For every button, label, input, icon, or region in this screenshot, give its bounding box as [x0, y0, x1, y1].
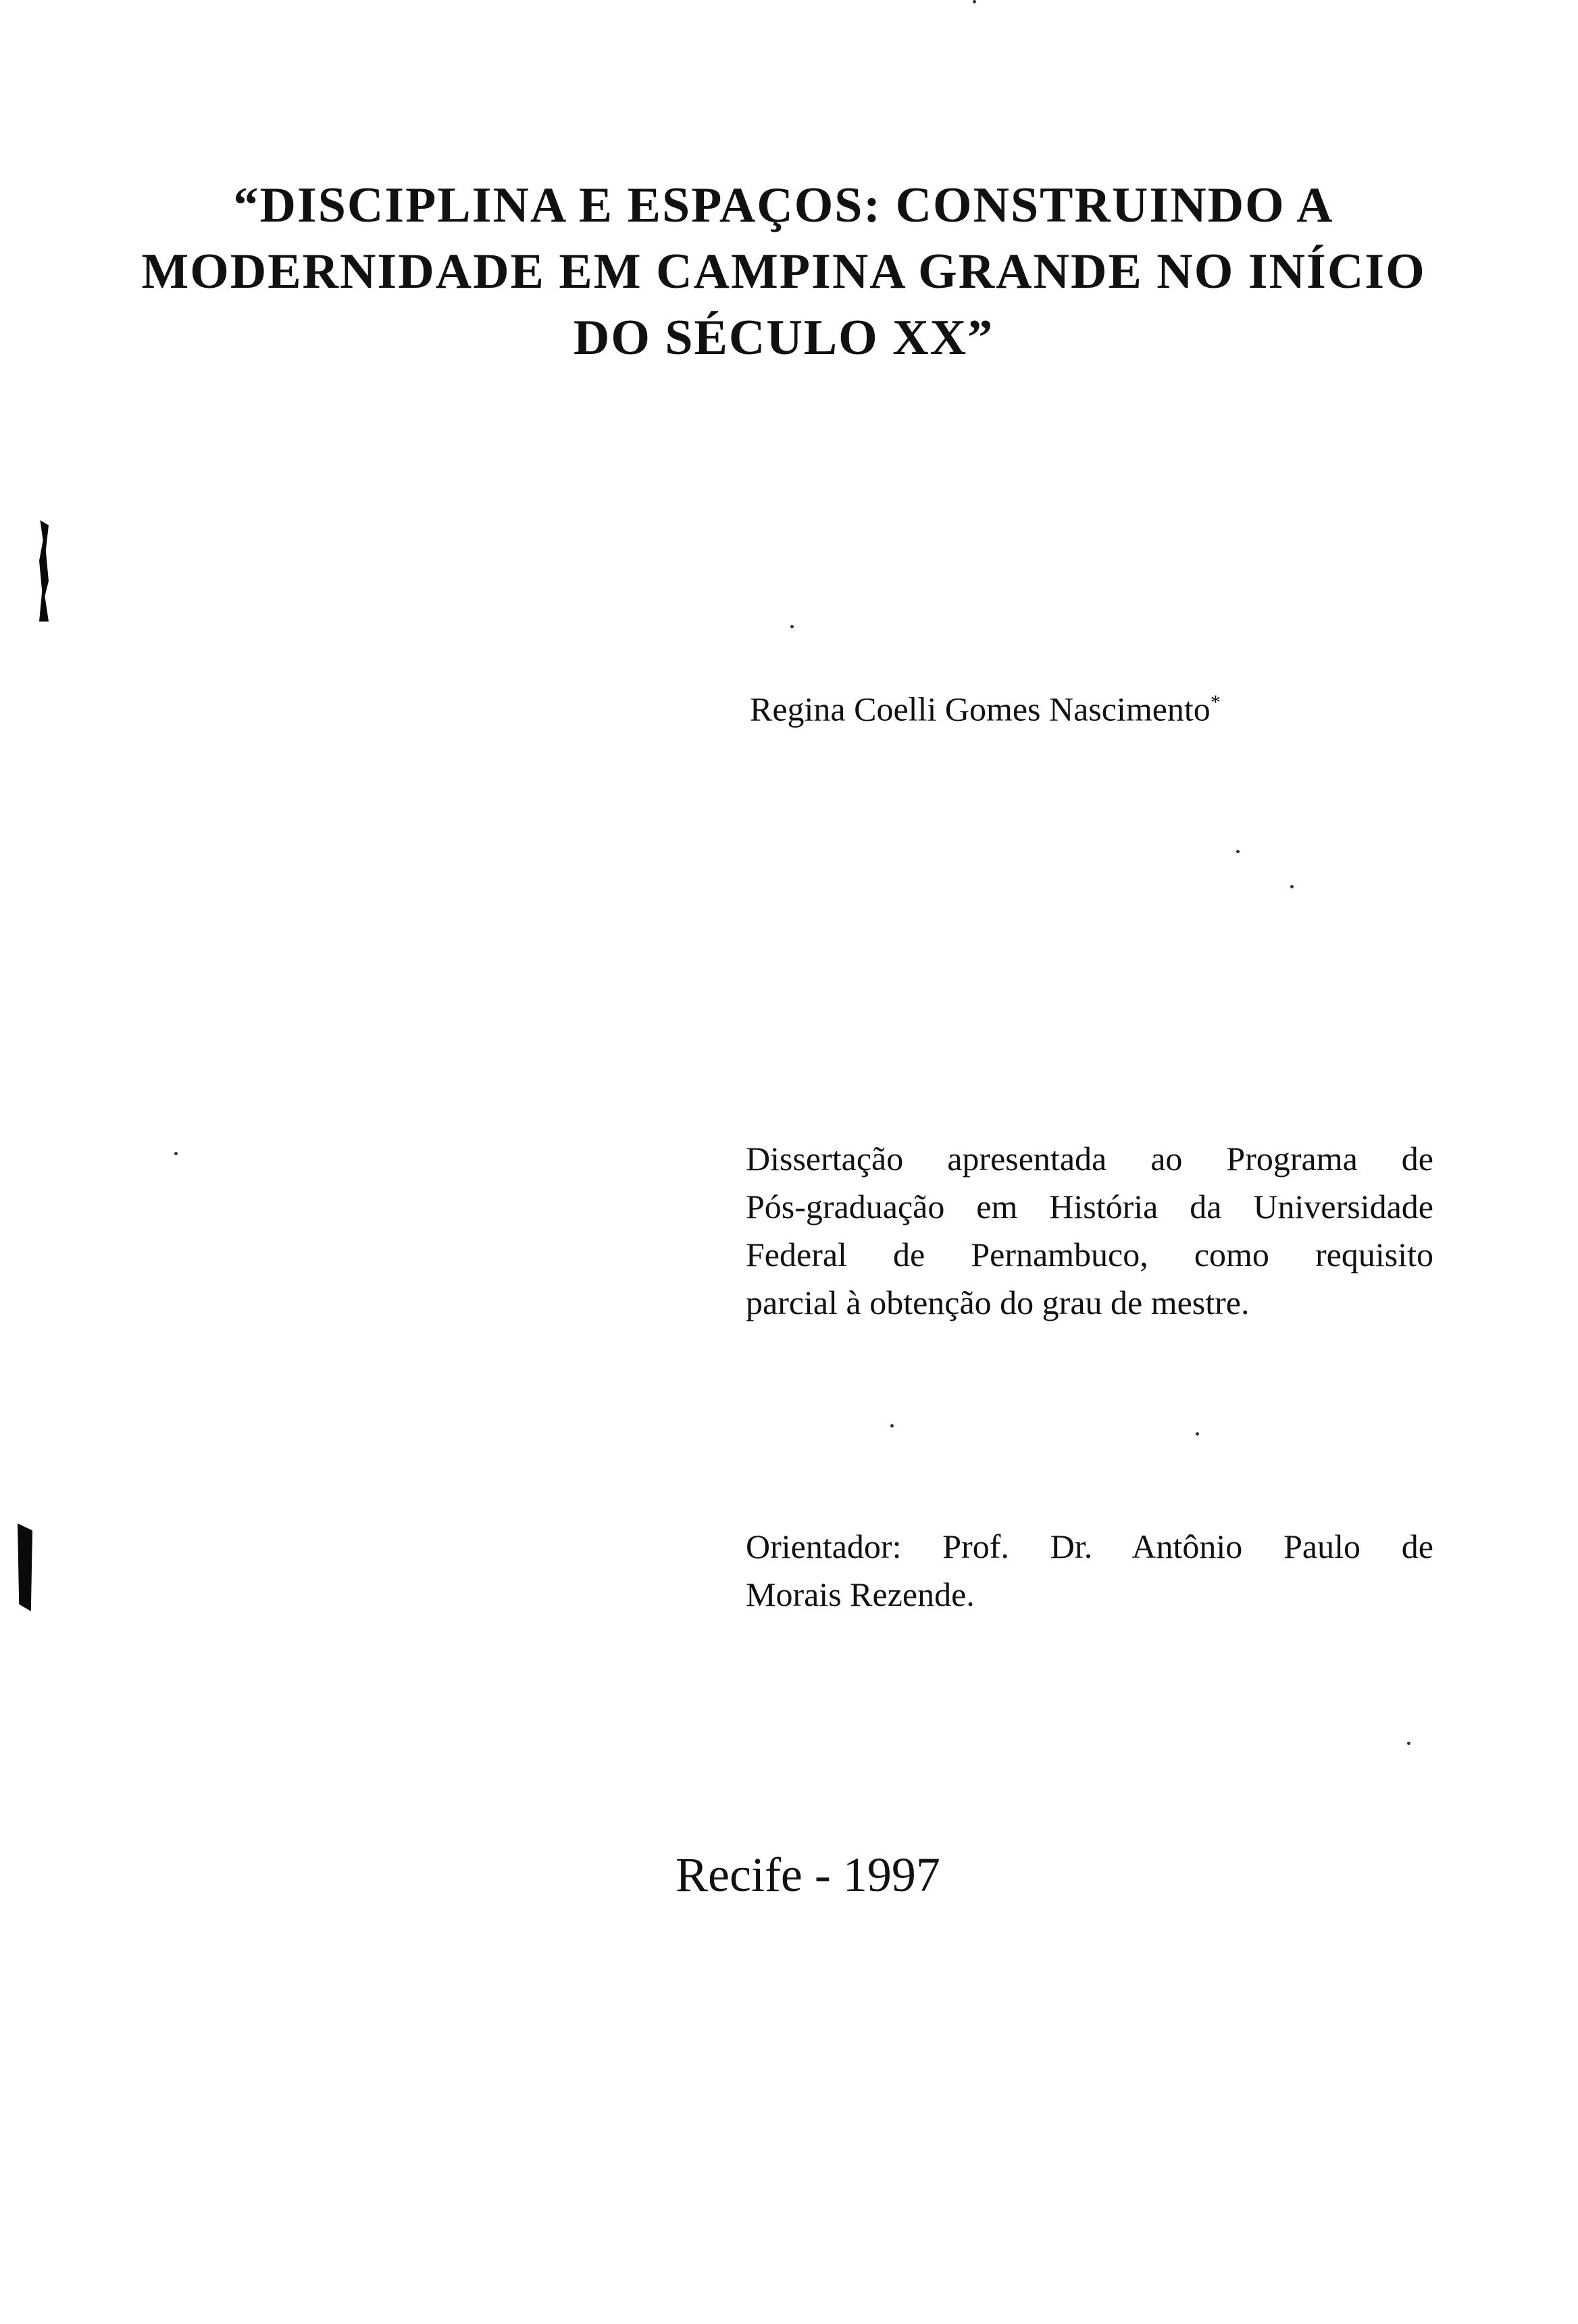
- scan-binding-mark-lower: [18, 1523, 32, 1611]
- description-line-4: parcial à obtenção do grau de mestre.: [746, 1284, 1250, 1321]
- scan-speck: [174, 1152, 178, 1155]
- description-line-2: Pós-graduação em História da Universidade: [746, 1188, 1433, 1226]
- scan-speck: [1290, 885, 1294, 888]
- scan-speck: [1196, 1432, 1199, 1436]
- advisor-block: [746, 1523, 1433, 1619]
- scan-speck: [1236, 850, 1240, 853]
- scan-speck: [1407, 1742, 1410, 1745]
- thesis-title-line-3: DO SÉCULO XX”: [573, 310, 994, 365]
- advisor-line-2: Morais Rezende.: [746, 1575, 975, 1613]
- description-line-1: Dissertação apresentada ao Programa de: [746, 1140, 1433, 1178]
- scan-binding-mark-upper: [39, 520, 49, 622]
- scan-speck: [790, 625, 794, 628]
- advisor-line-1: Orientador: Prof. Dr. Antônio Paulo de: [746, 1527, 1433, 1565]
- dissertation-description: [746, 1135, 1433, 1327]
- place-date: Recife - 1997: [676, 1848, 940, 1902]
- author-line: [750, 682, 1425, 730]
- thesis-title-line-1: “DISCIPLINA E ESPAÇOS: CONSTRUINDO A: [233, 178, 1334, 233]
- scan-speck: [973, 0, 976, 3]
- thesis-title-line-2: MODERNIDADE EM CAMPINA GRANDE NO INÍCIO: [141, 244, 1426, 299]
- author-name: Regina Coelli Gomes Nascimento: [750, 690, 1211, 728]
- description-line-3: Federal de Pernambuco, como requisito: [746, 1236, 1433, 1273]
- thesis-title: [135, 172, 1432, 371]
- scan-speck: [890, 1424, 894, 1428]
- author-footnote-mark: *: [1210, 691, 1221, 713]
